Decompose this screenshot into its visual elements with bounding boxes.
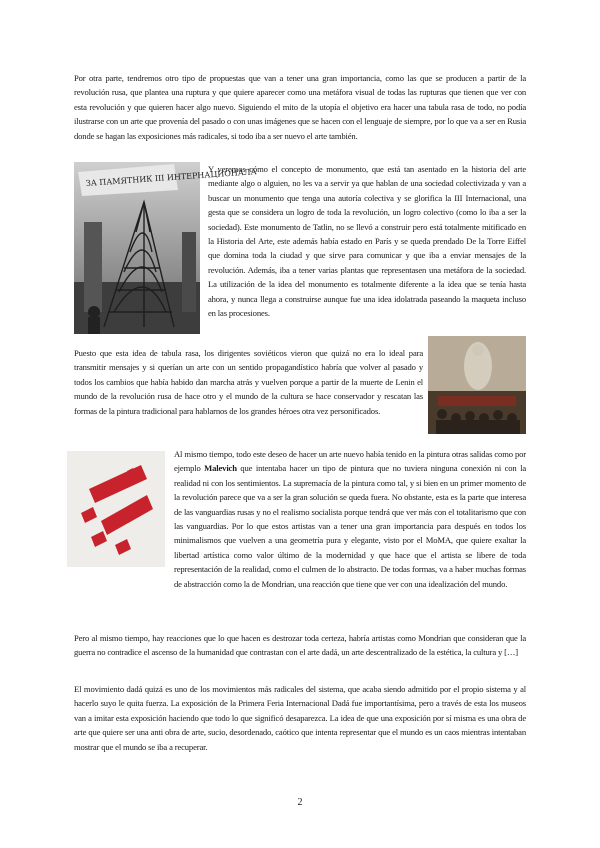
paragraph-dada: El movimiento dadá quizá es uno de los movimientos más radicales del sistema, que acaba siendo admitido por el propio sistema y al hacerlo suyo le quita fuerza. La exposición de la Primera Feria Internacional Dadá fue importantísima, pero a través de esta los museos van a imitar esta exposición haciendo que todo lo que significó desaparezca. La idea de que una exposición por sí misma es una obra de arte que quiere ser una anti obra de arte, sucio, desordenado, caótico que intenta representar que el mundo es un caos mientras intentaban mostrar que el mundo se iba a recuperar.: [74, 684, 526, 752]
lenin-painting-illustration: [428, 336, 526, 434]
malevich-text-post: que intentaba hacer un tipo de pintura que no tuviera ninguna conexión ni con la realidad ni con los sentimientos. La supremacía de la pintura como tal, y si bien en un primer momento de la revolución parece que va a ser la gran solución se queda fuera. No obstante, esta es la parte que interesa de las vanguardias rusas y no el realismo socialista porque tendrá que ver más con el totalitarismo que con las vanguardias. Por lo que estos artistas van a tener una gran importancia para después en todos los minimalismos que vuelven a una geometría pura y elegante, visto por el MoMA, que quiere exaltar la libertad artística como valor último de la modernidad y que hace que el artista se libere de toda representación de la realidad, como el culmen de lo abstracto. De todas formas, va a haber muchas formas de abstracción como la de Mondrian, una reacción que tiene que ver con una idealización del mundo.: [174, 463, 526, 589]
paragraph-soviet: Puesto que esta idea de tabula rasa, los dirigentes soviéticos vieron que quizá no era lo ideal para transmitir mensajes y si querían un arte con un sentido propagandístico habría que volver al pasado y todos los cambios que había habido dan marcha atrás y vuelven porque a partir de la muerte de Lenin el mundo de la revolución rusa de hace otro y el mundo de la cultura se hace conservador y rescatan las formas de la pintura tradicional para hablarnos de los grandes héroes otra vez personificados.: [74, 348, 423, 416]
paragraph-malevich: [74, 447, 526, 593]
malevich-text-pre: Al mismo tiempo, todo este deseo de hacer un arte nuevo había tenido en la pintura otras salidas como por ejemplo: [174, 449, 526, 474]
svg-text:ЗА ПАМЯТНИК III ИНТЕРНАЦИОНАЛА: ЗА ПАМЯТНИК III ИНТЕРНАЦИОНАЛА: [85, 167, 257, 188]
page-number: 2: [297, 797, 303, 808]
tatlin-monument-photo: [74, 162, 257, 334]
paragraph-tatlin: Y veremos cómo el concepto de monumento, que está tan asentado en la historia del arte mediante algo o alguien, no les va a servir ya que hablan de una sociedad colectivizada y van a buscar un monumento que tenga una autoría colectiva y se glorifica la III Internacional, una gesta que se considera un logro de toda la revolución, un logro colectivo (como lo iba a ser la sociedad). Este monumento de Tatlin, no se llevó a construir pero está totalmente mitificado en la Historia del Arte, este además había estado en París y se queda prendado De la Torre Eiffel que domina toda la ciudad y que sirve para comunicar y que iba a enviar mensajes de la revolución. Además, iba a tener varias plantas que representasen una metáfora de la sociedad. La utilización de la idea del monumento es totalmente diferente a la idea que se tenía hasta ahora, y nunca llega a construirse aunque fue una idea idolatrada paseando la maqueta incluso en las procesiones.: [208, 164, 526, 319]
paragraph-mondrian: Pero al mismo tiempo, hay reacciones que lo que hacen es destrozar toda certeza, habría artistas como Mondrian que consideran que la guerra no contradice el ascenso de la humanidad que contrastan con el arte dadá, un arte descentralizado de la estética, la cultura y […]: [74, 633, 526, 658]
paragraph-intro: Por otra parte, tendremos otro tipo de propuestas que van a tener una gran importancia, como las que se producen a partir de la revolución rusa, que plantea una ruptura y que quiere aparecer como una metáfora visual de todas las rupturas que tienen que ver con esta revolución y que quieren hacer algo nuevo. Siguiendo el mito de la utopía el objetivo era hacer una tabula rasa de todo, no podía ilustrarse con un arte que provenía del pasado o con unas imágenes que se hacen con el lenguaje de siempre, por lo que va a ser en Rusia donde se hagan las exposiciones más radicales, si todo iba a ser nuevo el arte también.: [74, 73, 526, 141]
lenin-painting: [428, 336, 526, 434]
tatlin-tower-illustration: [74, 162, 257, 334]
image-wrap-spacer: [74, 447, 174, 593]
malevich-name: Malevich: [204, 463, 237, 474]
